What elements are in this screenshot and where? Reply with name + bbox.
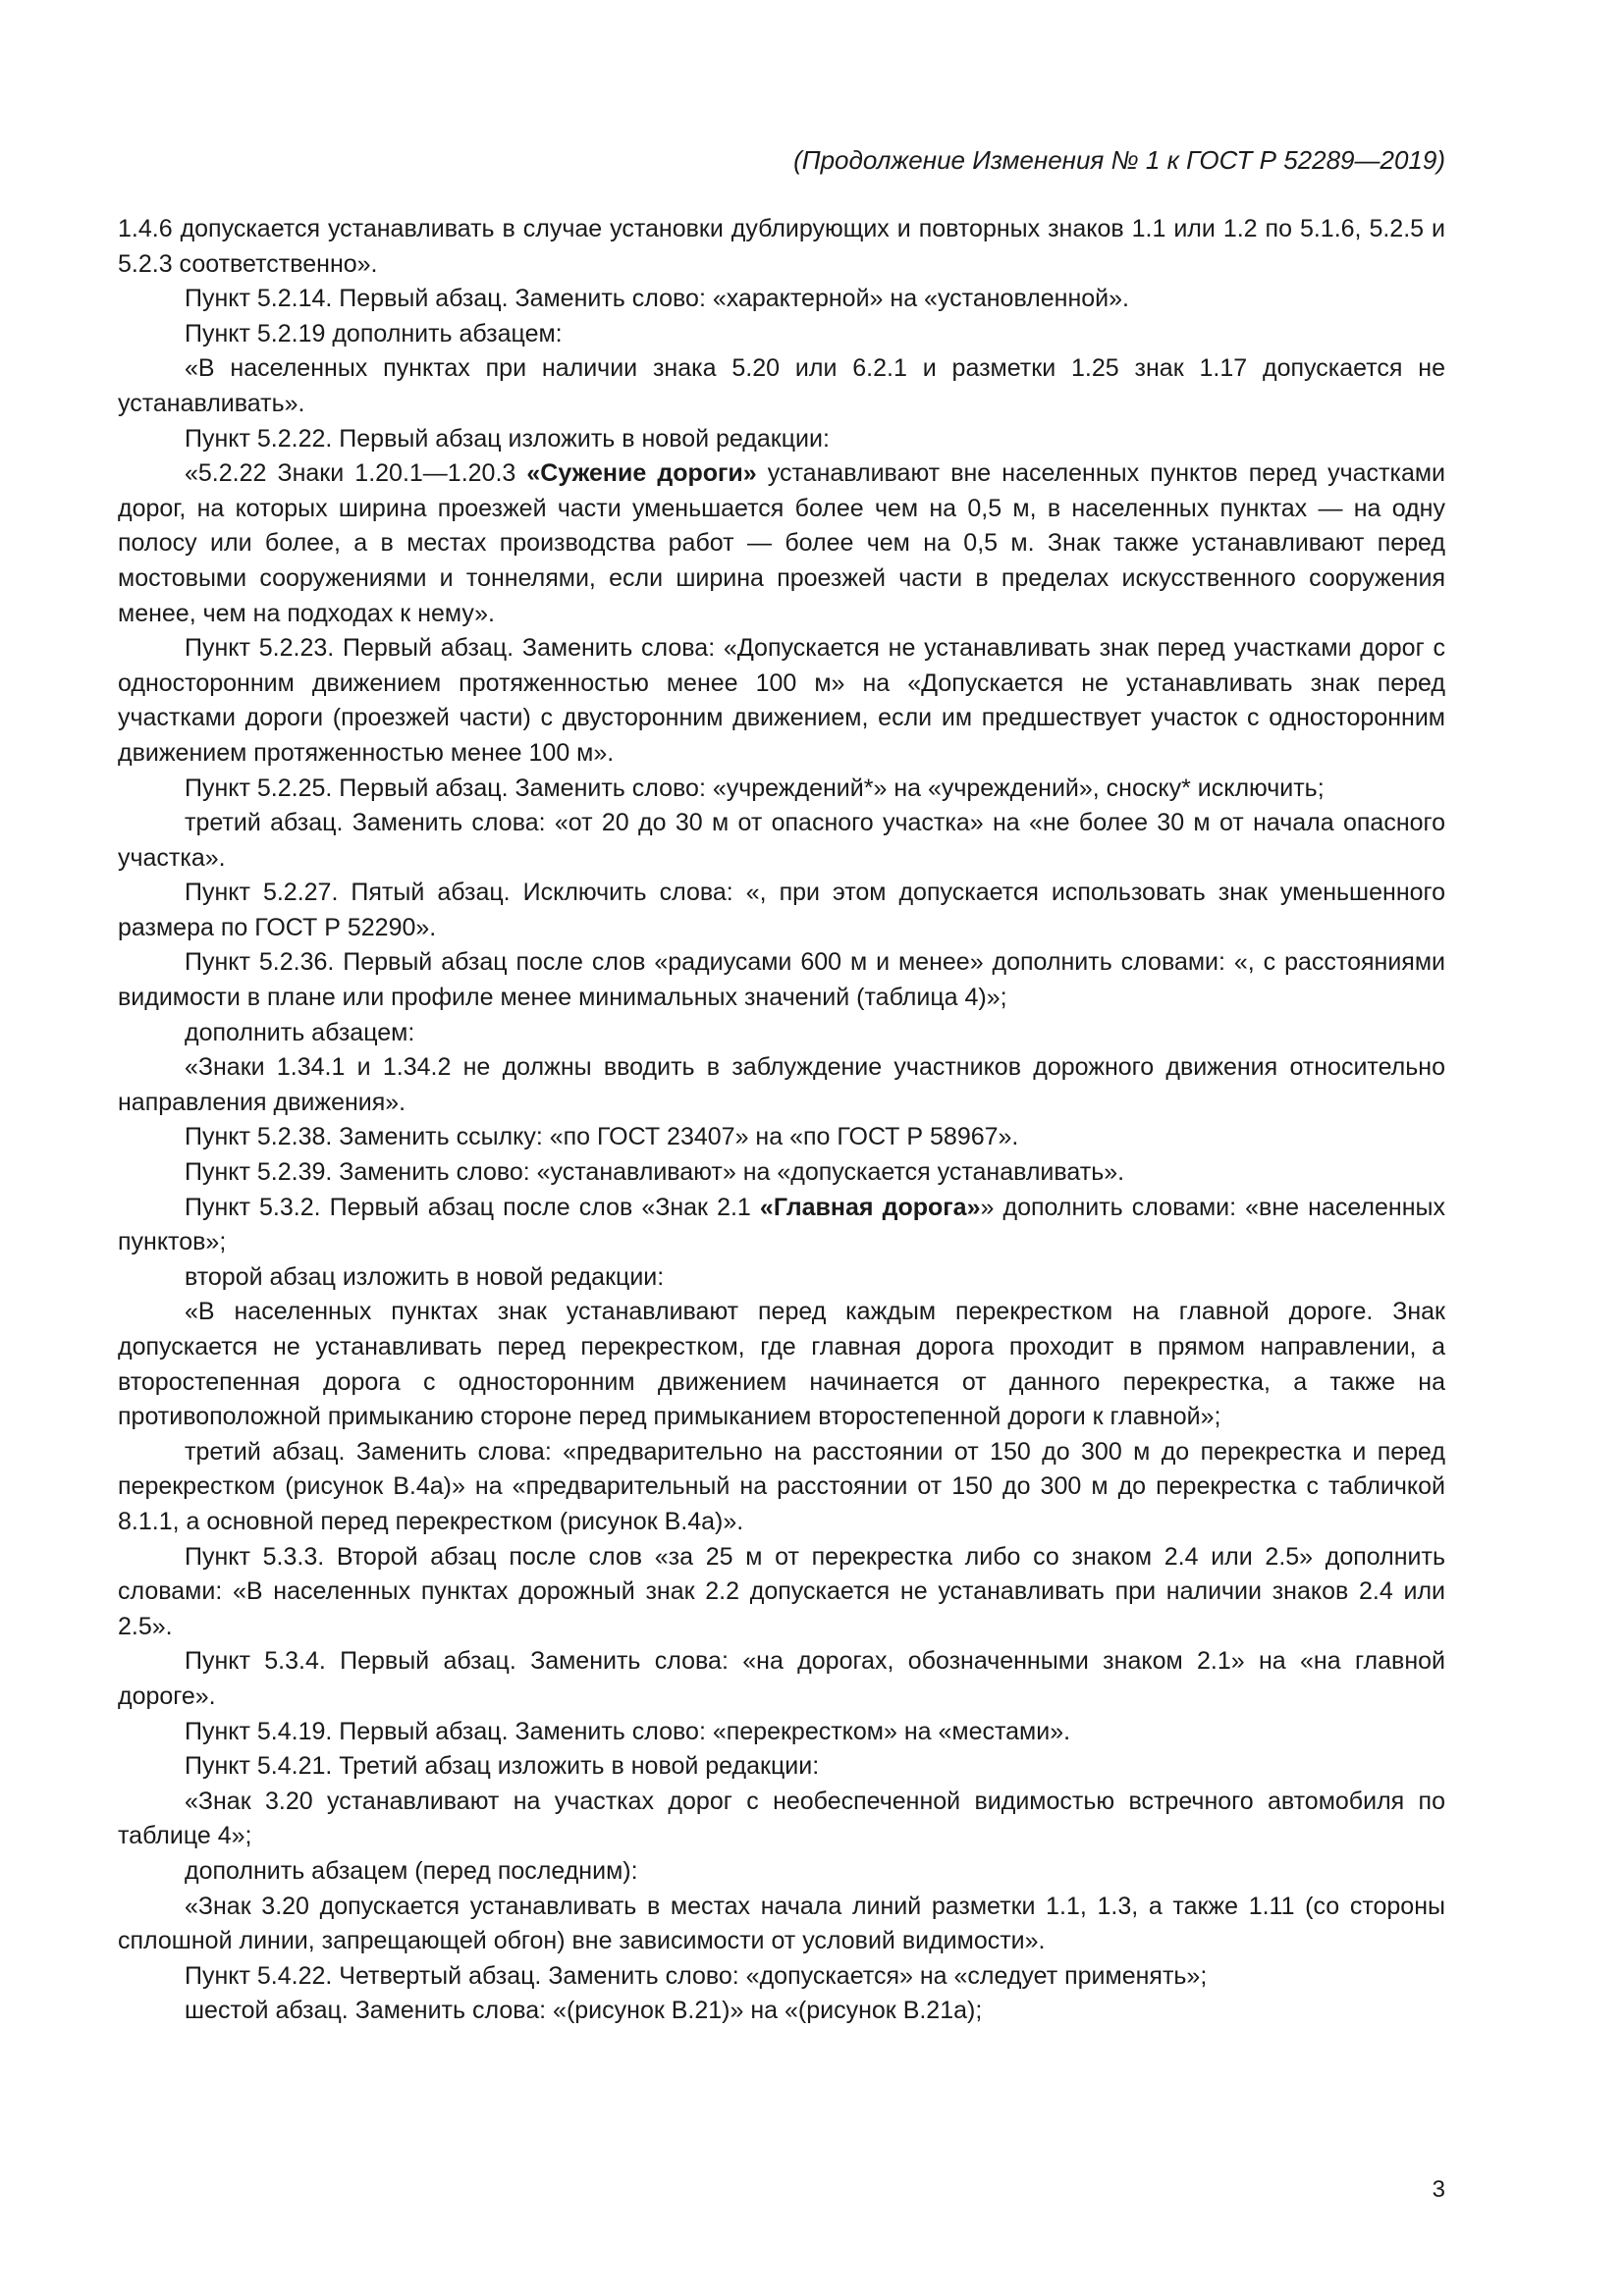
paragraph-16 bbox=[118, 1191, 1445, 1260]
paragraph-6-post: устанавливают вне населенных пунктов перед участками дорог, на которых ширина проезжей части уменьшается более чем на 0,5 м, в населенных пунктах — на одну полосу или более, а в местах производства работ — более чем на 0,5 м. Знак также устанавливают перед мостовыми сооружениями и тоннелями, если ширина проезжей части в пределах искусственного сооружения менее, чем на подходах к нему». bbox=[118, 459, 1446, 627]
paragraph-5: Пункт 5.2.22. Первый абзац изложить в новой редакции: bbox=[185, 424, 830, 453]
paragraph-7: Пункт 5.2.23. Первый абзац. Заменить слова: «Допускается не устанавливать знак перед участками дорог с односторонним движением протяженностью менее 100 м» на «Допускается не устанавливать знак перед участками дороги (проезжей части) с двусторонним движением, если им предшествует участок с односторонним движением протяженностью менее 100 м». bbox=[118, 634, 1445, 767]
paragraph-6-pre: «5.2.22 Знаки 1.20.1—1.20.3 bbox=[185, 459, 527, 488]
paragraph-3: Пункт 5.2.19 дополнить абзацем: bbox=[185, 319, 563, 347]
running-title: (Продолжение Изменения № 1 к ГОСТ Р 52289—2019) bbox=[793, 145, 1445, 175]
paragraph-17: второй абзац изложить в новой редакции: bbox=[185, 1262, 665, 1291]
paragraph-10: Пункт 5.2.27. Пятый абзац. Исключить слова: «, при этом допускается использовать знак уменьшенного размера по ГОСТ Р 52290». bbox=[118, 879, 1445, 941]
paragraph-26: «Знак 3.20 допускается устанавливать в местах начала линий разметки 1.1, 1.3, а также 1.11 (со стороны сплошной линии, запрещающей обгон) вне зависимости от условий видимости». bbox=[118, 1892, 1445, 1955]
paragraph-14: Пункт 5.2.38. Заменить ссылку: «по ГОСТ 23407» на «по ГОСТ Р 58967». bbox=[185, 1123, 1019, 1151]
paragraph-12: дополнить абзацем: bbox=[185, 1018, 415, 1046]
paragraph-23: Пункт 5.4.21. Третий абзац изложить в новой редакции: bbox=[185, 1752, 820, 1781]
paragraph-4: «В населенных пунктах при наличии знака 5.20 или 6.2.1 и разметки 1.25 знак 1.17 допускается не устанавливать». bbox=[118, 354, 1445, 417]
sign-name-narrowing-road: «Сужение дороги» bbox=[526, 459, 757, 488]
paragraph-20: Пункт 5.3.3. Второй абзац после слов «за 25 м от перекрестка либо со знаком 2.4 или 2.5» дополнить словами: «В населенных пунктах дорожный знак 2.2 допускается не устанавливать при наличии знаков 2.4 или 2.5». bbox=[118, 1542, 1445, 1640]
paragraph-18: «В населенных пунктах знак устанавливают перед каждым перекрестком на главной дороге. Знак допускается не устанавливать перед перекрестком, где главная дорога проходит в прямом направлении, а второстепенная дорога с односторонним движением начинается от данного перекрестка, а также на противоположной примыканию стороне перед примыканием второстепенной дороги к главной»; bbox=[118, 1298, 1445, 1431]
paragraph-15: Пункт 5.2.39. Заменить слово: «устанавливают» на «допускается устанавливать». bbox=[185, 1158, 1125, 1187]
paragraph-6 bbox=[118, 456, 1445, 631]
paragraph-28: шестой абзац. Заменить слова: «(рисунок В.21)» на «(рисунок В.21а); bbox=[185, 1997, 983, 2025]
document-body bbox=[118, 212, 1445, 2029]
paragraph-19: третий абзац. Заменить слова: «предварительно на расстоянии от 150 до 300 м до перекрестка и перед перекрестком (рисунок В.4а)» на «предварительный на расстоянии от 150 до 300 м до перекрестка с табличкой 8.1.1, а основной перед перекрестком (рисунок В.4а)». bbox=[118, 1437, 1445, 1535]
paragraph-21: Пункт 5.3.4. Первый абзац. Заменить слова: «на дорогах, обозначенными знаком 2.1» на «на главной дороге». bbox=[118, 1647, 1445, 1710]
sign-name-main-road: «Главная дорога» bbox=[759, 1193, 981, 1221]
paragraph-22: Пункт 5.4.19. Первый абзац. Заменить слово: «перекрестком» на «местами». bbox=[185, 1717, 1071, 1745]
paragraph-16-post: » дополнить словами: «вне населенных пунктов»; bbox=[118, 1193, 1445, 1256]
paragraph-2: Пункт 5.2.14. Первый абзац. Заменить слово: «характерной» на «установленной». bbox=[185, 285, 1129, 313]
paragraph-1: 1.4.6 допускается устанавливать в случае установки дублирующих и повторных знаков 1.1 или 1.2 по 5.1.6, 5.2.5 и 5.2.3 соответственно». bbox=[118, 215, 1445, 278]
paragraph-8: Пункт 5.2.25. Первый абзац. Заменить слово: «учреждений*» на «учреждений», сноску* исключить; bbox=[185, 774, 1325, 802]
paragraph-24: «Знак 3.20 устанавливают на участках дорог с необеспеченной видимостью встречного автомобиля по таблице 4»; bbox=[118, 1787, 1445, 1850]
paragraph-27: Пункт 5.4.22. Четвертый абзац. Заменить слово: «допускается» на «следует применять»; bbox=[185, 1961, 1208, 1990]
paragraph-25: дополнить абзацем (перед последним): bbox=[185, 1856, 638, 1885]
paragraph-16-pre: Пункт 5.3.2. Первый абзац после слов «Знак 2.1 bbox=[185, 1193, 760, 1221]
paragraph-13: «Знаки 1.34.1 и 1.34.2 не должны вводить в заблуждение участников дорожного движения относительно направления движения». bbox=[118, 1053, 1445, 1116]
page-number: 3 bbox=[1432, 2176, 1445, 2203]
paragraph-9: третий абзац. Заменить слова: «от 20 до 30 м от опасного участка» на «не более 30 м от начала опасного участка». bbox=[118, 809, 1445, 872]
paragraph-11: Пункт 5.2.36. Первый абзац после слов «радиусами 600 м и менее» дополнить словами: «, с расстояниями видимости в плане или профиле менее минимальных значений (таблица 4)»; bbox=[118, 948, 1445, 1012]
